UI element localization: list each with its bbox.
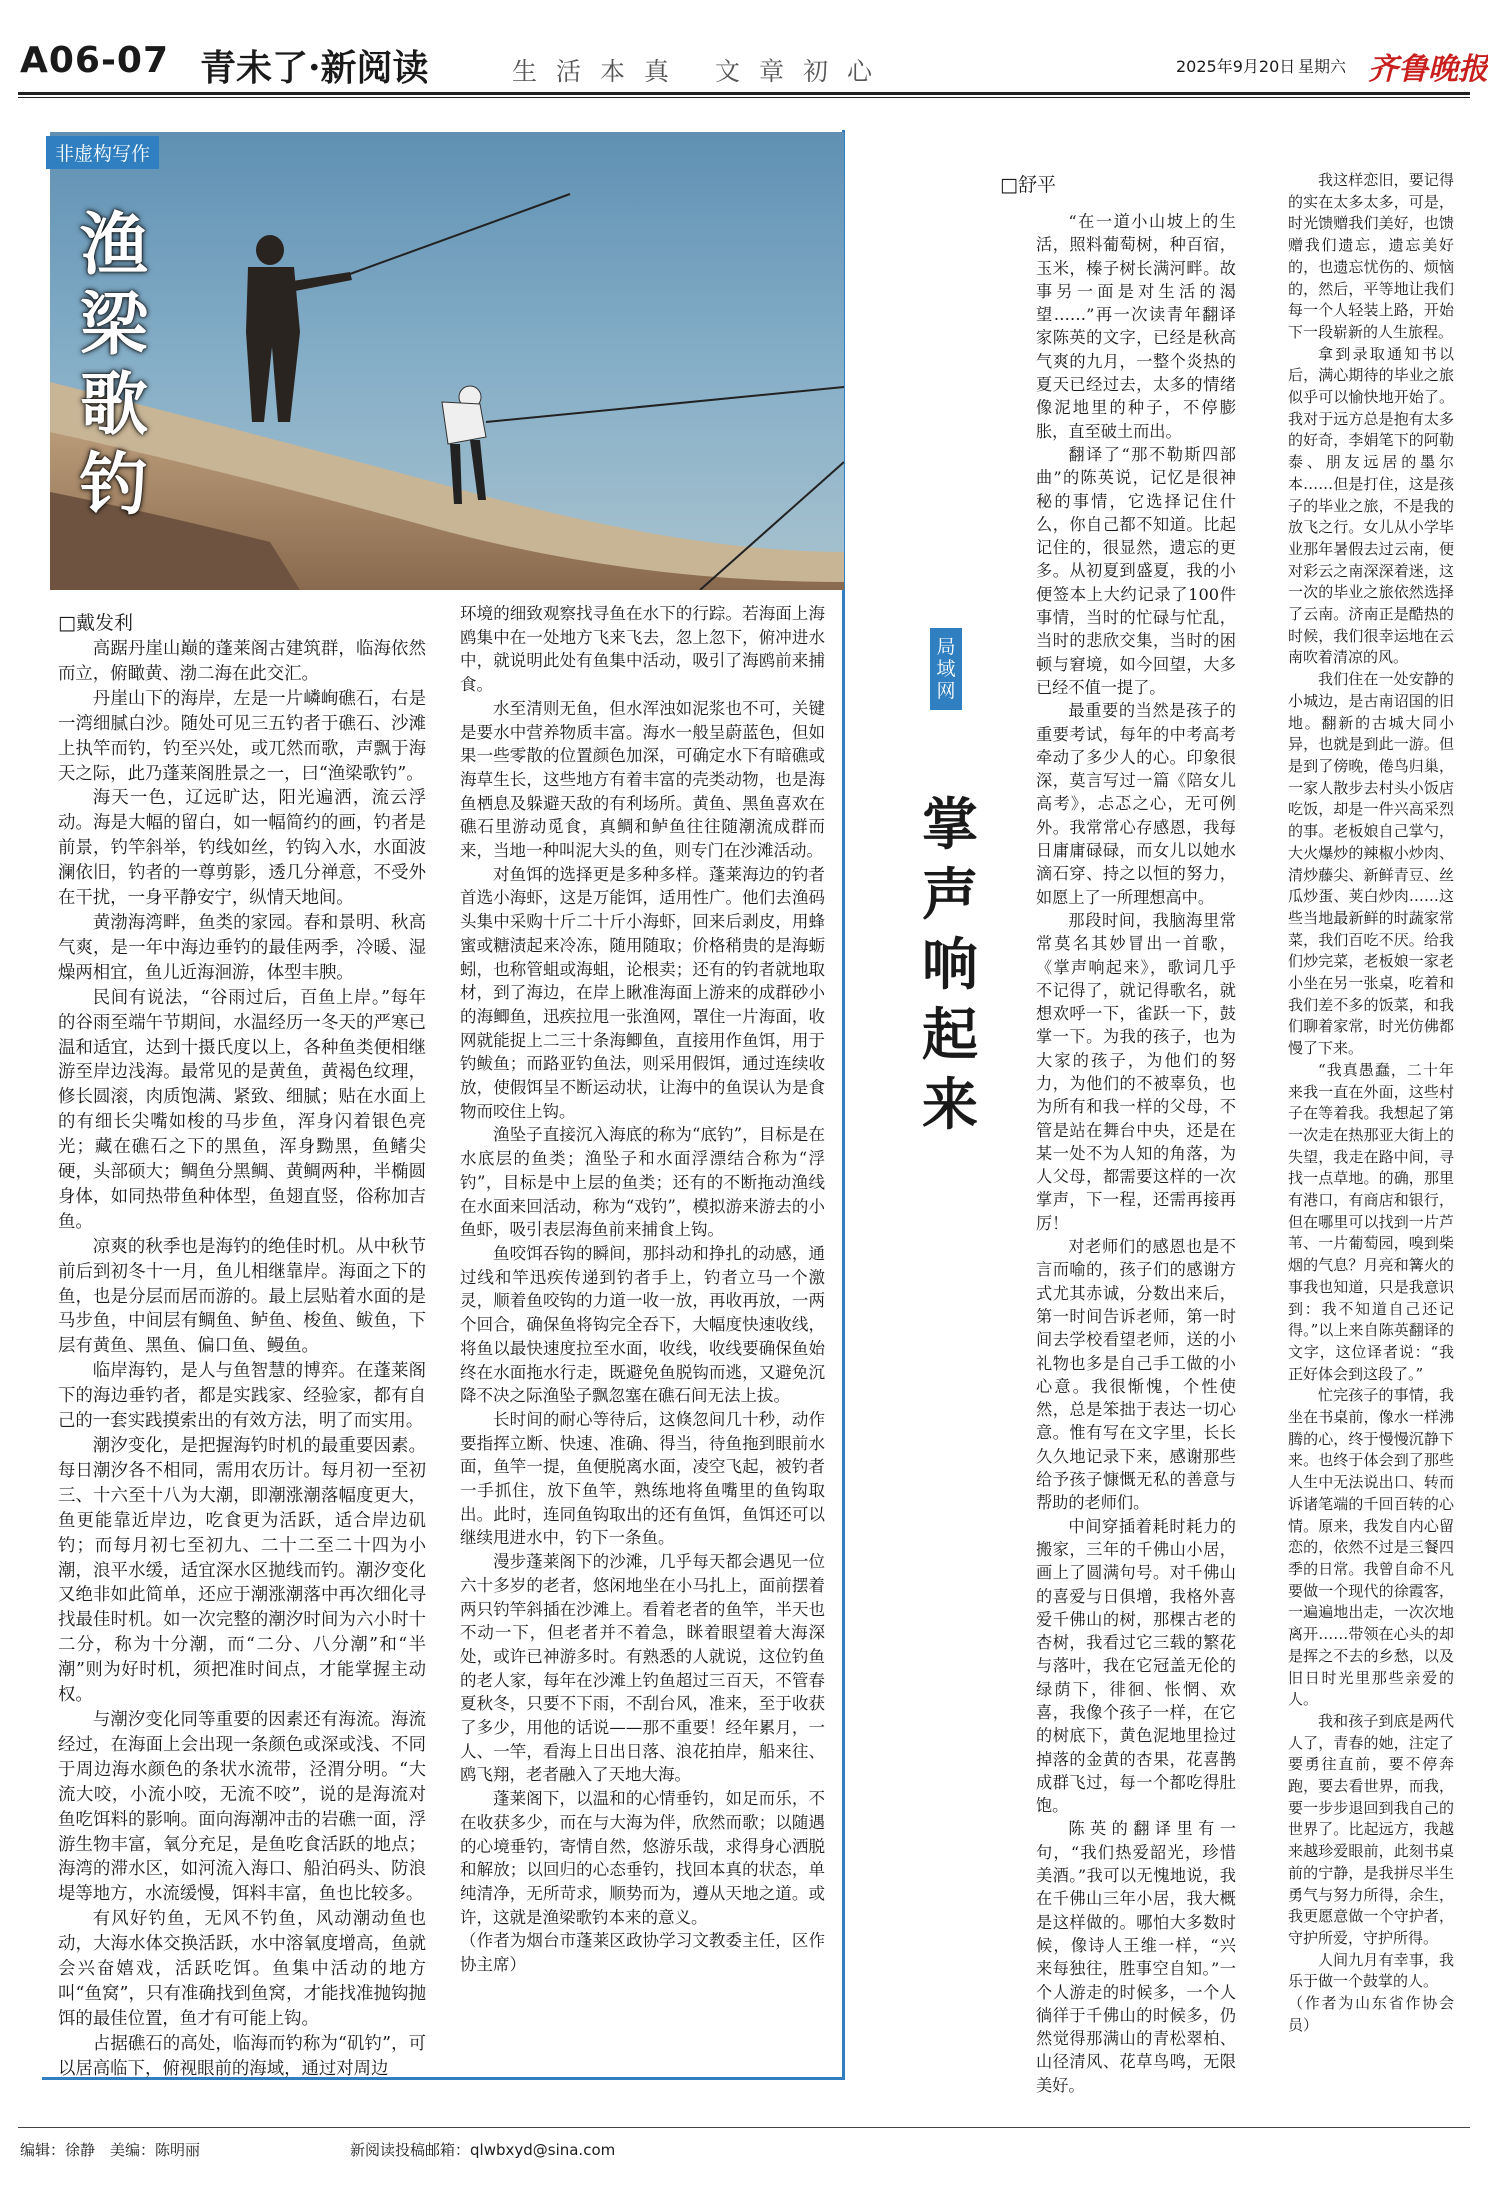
paragraph: 海天一色，辽远旷达，阳光遍洒，流云浮动。海是大幅的留白，如一幅简约的画，钓者是前景，钓竿斜举，钓线如丝，钓钩入水，水面波澜依旧，钓者的一尊剪影，透几分禅意，不受外在干扰，一身平静安宁，纵情天地间。	[58, 788, 426, 909]
article2-column-2	[1288, 170, 1454, 2036]
paragraph: “在一道小山坡上的生活，照料葡萄树，种百宿，玉米，榛子树长满河畔。故事另一面是对生活的渴望……”再一次读青年翻译家陈英的文字，已经是秋高气爽的九月，一整个炎热的夏天已经过去，太多的情绪像泥地里的种子，不停膨胀，直至破土而出。	[1036, 212, 1236, 441]
paragraph: 渔坠子直接沉入海底的称为“底钓”，目标是在水底层的鱼类；渔坠子和水面浮漂结合称为“浮钓”，目标是中上层的鱼类；还有的不断拖动渔线在水面来回活动，称为“戏钓”，模拟游来游去的小鱼虾，吸引表层海鱼前来捕食上钩。	[460, 1125, 825, 1240]
article1-photo	[50, 132, 844, 590]
author-spacer	[58, 612, 426, 637]
paragraph: 水至清则无鱼，但水浑浊如泥浆也不可，关键是要水中营养物质丰富。海水一般呈蔚蓝色，但如果一些零散的位置颜色加深，可确定水下有暗礁或海草生长，这些地方有着丰富的壳类动物，也是海鱼栖息及躲避天敌的有利场所。黄鱼、黑鱼喜欢在礁石里游动觅食，真鲷和鲈鱼往往随潮流成群而来，当地一种叫泥大头的鱼，则专门在沙滩活动。	[460, 698, 825, 861]
article1-column-1	[58, 612, 426, 2082]
paragraph: 最重要的当然是孩子的重要考试，每年的中考高考牵动了多少人的心。印象很深，莫言写过一篇《陪女儿高考》，忐忑之心，无可例外。我常常心存感恩，我每日庸庸碌碌，而女儿以她水滴石穿、持之以恒的努力，如愿上了一所理想高中。	[1036, 701, 1236, 907]
page-number: A06-07	[20, 40, 169, 81]
paragraph: 临岸海钓，是人与鱼智慧的博弈。在蓬莱阁下的海边垂钓者，都是实践家、经验家，都有自己的一套实践摸索出的有效方法，明了而实用。	[58, 1361, 426, 1432]
issue-weekday: 星期六	[1298, 57, 1347, 76]
paragraph: 中间穿插着耗时耗力的搬家，三年的千佛山小居，画上了圆满句号。对千佛山的喜爱与日俱增，我格外喜爱千佛山的树，那棵古老的杏树，我看过它三载的繁花与落叶，我在它冠盖无伦的绿荫下，徘徊、怅惘、欢喜，我像个孩子一样，在它的树底下，黄色泥地里捡过掉落的金黄的杏果，花喜鹊成群飞过，每一个都吃得肚饱。	[1036, 1516, 1236, 1816]
editor-credits: 编辑：徐静 美编：陈明丽	[20, 2141, 201, 2159]
column-tag: 非虚构写作	[46, 136, 159, 169]
paragraph: 凉爽的秋季也是海钓的绝佳时机。从中秋节前后到初冬十一月，鱼儿相继靠岸。海面之下的鱼，也是分层而居而游的。最上层贴着水面的是马步鱼，中间层有鲷鱼、鲈鱼、梭鱼、鲅鱼，下层有黄鱼、黑鱼、偏口鱼、鳗鱼。	[58, 1236, 426, 1357]
paragraph: 我们住在一处安静的小城边，是古南诏国的旧地。翻新的古城大同小异，也就是到此一游。但是到了傍晚，倦鸟归巢，一家人散步去村头小饭店吃饭，却是一件兴高采烈的事。老板娘自己掌勺，大火爆炒的辣椒小炒肉、清炒藤尖、新鲜青豆、丝瓜炒蛋、荚白炒肉……这些当地最新鲜的时蔬家常菜，我们百吃不厌。给我们炒完菜，老板娘一家老小坐在另一张桌，吃着和我们差不多的饭菜，和我们聊着家常，时光仿佛都慢了下来。	[1288, 670, 1454, 1058]
paragraph: 鱼咬饵吞钩的瞬间，那抖动和挣扎的动感，通过线和竿迅疾传递到钓者手上，钓者立马一个激灵，顺着鱼咬钩的力道一收一放，再收再放，一两个回合，确保鱼将钩完全吞下，大幅度快速收线，将鱼以最快速度拉至水面，收线，收线要确保鱼始终在水面拖水行走，既避免鱼脱钩而逃，又避免沉降不决之际渔坠子飘忽塞在礁石间无法上拔。	[460, 1243, 825, 1406]
paragraph: 漫步蓬莱阁下的沙滩，几乎每天都会遇见一位六十多岁的老者，悠闲地坐在小马扎上，面前摆着两只钓竿斜插在沙滩上。看着老者的鱼竿，半天也不动一下，但老者并不着急，眯着眼望着大海深处，或许已神游多时。有熟悉的人就说，这位钓鱼的老人家，每年在沙滩上钓鱼超过三百天，不管春夏秋冬，只要不下雨，不刮台风，准来，至于收获了多少，用他的话说——那不重要！经年累月，一人、一竿，看海上日出日落、浪花拍岸，船来往、鸥飞翔，老者融入了天地大海。	[460, 1552, 825, 1785]
footer-rule	[18, 2127, 1470, 2128]
paragraph: 潮汐变化，是把握海钓时机的最重要因素。每日潮汐各不相同，需用农历计。每月初一至初三、十六至十八为大潮，即潮涨潮落幅度更大，鱼更能靠近岸边，吃食更为活跃，适合岸边矶钓；而每月初七至初九、二十二至二十四为小潮，浪平水缓，适宜深水区拋线而钓。潮汐变化又绝非如此简单，还应于潮涨潮落中再次细化寻找最佳时机。如一次完整的潮汐时间为六小时十二分，称为十分潮，而“二分、八分潮”和“半潮”则为好时机，须把准时间点，才能掌握主动权。	[58, 1436, 426, 1706]
paragraph: 对鱼饵的选择更是多种多样。蓬莱海边的钓者首选小海虾，这是万能饵，适用性广。他们去渔码头集中采购十斤二十斤小海虾，回来后剥皮，用蜂蜜或糖渍起来冷冻，随用随取；价格稍贵的是海蛎蚓，也称管蛆或海蛆，论根卖；还有的钓者就地取材，到了海边，在岸上瞅准海面上游来的成群砂小的海鲫鱼，迅疾拉甩一张渔网，罩住一片海面，收网就能捉上二三十条海鲫鱼，直接用作鱼饵，用于钓鲅鱼；而路亚钓鱼法，则采用假饵，通过连续收放，使假饵呈不断运动状，让海中的鱼误认为是食物而咬住上钩。	[460, 864, 825, 1121]
section-title: 青未了·新阅读	[200, 47, 429, 89]
paragraph: 长时间的耐心等待后，这倏忽间几十秒，动作要指挥立断、快速、准确、得当，待鱼拖到眼前水面，鱼竿一提，鱼便脱离水面，凌空飞起，被钓者一手抓住，放下鱼竿，熟练地将鱼嘴里的鱼钩取出。此时，连同鱼钩取出的还有鱼饵，鱼饵还可以继续甩进水中，钓下一条鱼。	[460, 1409, 825, 1548]
fishing-scene-image	[50, 132, 844, 590]
paragraph: 黄渤海湾畔，鱼类的家园。春和景明、秋高气爽，是一年中海边垂钓的最佳两季，冷暖、湿燥两相宜，鱼儿近海洄游，体型丰腴。	[58, 912, 426, 983]
article1-column-2	[460, 602, 825, 1977]
paragraph: 人间九月有幸事，我乐于做一个鼓掌的人。	[1288, 1950, 1454, 1991]
submission-email: 新阅读投稿邮箱：qlwbxyd@sina.com	[350, 2141, 616, 2159]
article2-title: 掌声响起来	[922, 792, 978, 1138]
masthead-rule-thin	[18, 97, 1470, 98]
paragraph: 蓬莱阁下，以温和的心情垂钓，如足而乐，不在收获多少，而在与大海为伴，欣然而歌；以随遇的心境垂钓，寄情自然，悠游乐哉，求得身心洒脱和解放；以回归的心态垂钓，找回本真的状态，单纯清净，无所苛求，顺势而为，遵从天地之道。或许，这就是渔梁歌钓本来的意义。	[460, 1789, 825, 1927]
article1-author: □戴发利	[58, 612, 133, 634]
paragraph: 与潮汐变化同等重要的因素还有海流。海流经过，在海面上会出现一条颜色或深或浅、不同于周边海水颜色的条状水流带，泾渭分明。“大流大咬，小流小咬，无流不咬”，说的是海流对鱼吃饵料的影响。面向海潮冲击的岩礁一面，浮游生物丰富，氧分充足，是鱼吃食活跃的地点；海湾的滞水区，如河流入海口、船泊码头、防浪堤等地方，水流缓慢，饵料丰富，鱼也比较多。	[58, 1709, 426, 1905]
section-slogan: 生活本真 文章初心	[512, 57, 891, 86]
column-tag: 局域网	[930, 628, 962, 710]
paragraph: 拿到录取通知书以后，满心期待的毕业之旅似乎可以愉快地开始了。我对于远方总是抱有太多的好奇，李娟笔下的阿勒泰、朋友远居的墨尔本……但是打住，这是孩子的毕业之旅，不是我的放飞之行。女儿从小学毕业那年暑假去过云南，便对彩云之南深深着迷，这一次的毕业之旅依然选择了云南。济南正是酷热的时候，我们很幸运地在云南吹着清凉的风。	[1288, 344, 1454, 667]
paragraph: 高踞丹崖山巅的蓬莱阁古建筑群，临海依然而立，俯瞰黄、渤二海在此交汇。	[58, 639, 426, 684]
paragraph: 那段时间，我脑海里常常莫名其妙冒出一首歌，《掌声响起来》，歌词几乎不记得了，就记得歌名，就想欢呼一下，雀跃一下，鼓掌一下。为我的孩子，也为大家的孩子，为他们的努力，为他们的不被辜负，也为所有和我一样的父母，不管是站在舞台中央，还是在某一处不为人知的角落，为人父母，都需要这样的一次掌声，下一程，还需再接再厉！	[1036, 910, 1236, 1233]
paragraph: 我这样恋旧，要记得的实在太多太多，可是，时光馈赠我们美好，也馈赠我们遗忘，遗忘美好的，也遗忘忧伤的、烦恼的，然后，平等地让我们每一个人轻装上路，开始下一段崭新的人生旅程。	[1288, 171, 1454, 341]
author-note: （作者为山东省作协会员）	[1288, 1994, 1454, 2034]
paragraph: 民间有说法，“谷雨过后，百鱼上岸。”每年的谷雨至端午节期间，水温经历一冬天的严寒已温和适宜，达到十摄氏度以上，各种鱼类便相继游至岸边浅海。最常见的是黄鱼，黄褐色纹理，修长圆滚，肉质饱满、紧致、细腻；贴在水面上的有细长尖嘴如梭的马步鱼，浑身闪着银色亮光；藏在礁石之下的黑鱼，浑身黝黑，鱼鳍尖硬，头部硕大；鲷鱼分黑鲷、黄鲷两种，半椭圆身体，如同热带鱼种体型，鱼翅直竖，俗称加吉鱼。	[58, 987, 426, 1232]
masthead-rule	[18, 92, 1470, 95]
article2-column-1	[1036, 210, 1236, 2097]
paragraph: 我和孩子到底是两代人了，青春的她，注定了要勇往直前，要不停奔跑，要去看世界，而我，要一步步退回到我自己的世界了。比起远方，我越来越珍爱眼前，此刻书桌前的宁静，是我拼尽半生勇气与努力所得，余生，我更愿意做一个守护者，守护所爱，守护所得。	[1288, 1711, 1454, 1947]
paragraph: 占据礁石的高处，临海而钓称为“矶钓”，可以居高临下，俯视眼前的海域，通过对周边	[58, 2033, 426, 2079]
paragraph: 丹崖山下的海岸，左是一片嶙峋礁石，右是一湾细腻白沙。随处可见三五钓者于礁石、沙滩上执竿而钓，钓至兴处，或兀然而歌，声飘于海天之际，此乃蓬莱阁胜景之一，曰“渔梁歌钓”。	[58, 688, 426, 784]
paragraph: 对老师们的感恩也是不言而喻的，孩子们的感谢方式尤其赤诚，分数出来后，第一时间告诉老师，第一时间去学校看望老师，送的小礼物也多是自己手工做的小心意。我很惭愧，个性使然，总是笨拙于表达一切心意。惟有写在文字里，长长久久地记录下来，感谢那些给予孩子慷慨无私的善意与帮助的老师们。	[1036, 1237, 1236, 1513]
paragraph: 陈英的翻译里有一句，“我们热爱韶光，珍惜美酒。”我可以无愧地说，我在千佛山三年小居，我大概是这样做的。哪怕大多数时候，像诗人王维一样，“兴来每独往，胜事空自知。”一个人游走的时候多，一个人徜徉于千佛山的时候多，仍然觉得那满山的青松翠柏、山径清风、花草鸟鸣，无限美好。	[1036, 1819, 1236, 2095]
paragraph: 忙完孩子的事情，我坐在书桌前，像水一样沸腾的心，终于慢慢沉静下来。也终于体会到了那些人生中无法说出口、转而诉诸笔端的千回百转的心情。原来，我发自内心留恋的，依然不过是三餐四季的日常。我曾自命不凡要做一个现代的徐霞客，一遍遍地出走，一次次地离开……带领在心头的却是挥之不去的乡愁，以及旧日时光里那些亲爱的人。	[1288, 1386, 1454, 1709]
paragraph: 翻译了“那不勒斯四部曲”的陈英说，记忆是很神秘的事情，它选择记住什么，你自己都不知道。比起记住的，很显然，遗忘的更多。从初夏到盛夏，我的小便签本上大约记录了100件事情，当时的忙碌与忙乱，当时的悲欣交集，当时的困顿与窘境，如今回望，大多已经不值一提了。	[1036, 444, 1236, 697]
paragraph: “我真愚蠢，二十年来我一直在外面，这些村子在等着我。我想起了第一次走在热那亚大街上的失望，我走在路中间，寻找一点草地。的确，那里有港口，有商店和银行，但在哪里可以找到一片芦苇、一片葡萄园，嗅到柴烟的气息？月亮和篝火的事我也知道，只是我意识到：我不知道自己还记得。”以上来自陈英翻译的文字，这位译者说：“我正好体会到这段了。”	[1288, 1060, 1454, 1383]
article1-title: 渔梁歌钓	[80, 205, 149, 525]
issue-date: 2025年9月20日	[1176, 57, 1296, 76]
paragraph-continued: 环境的细致观察找寻鱼在水下的行踪。若海面上海鸥集中在一处地方飞来飞去，忽上忽下，俯冲进水中，就说明此处有鱼集中活动，吸引了海鸥前来捕食。	[460, 604, 825, 695]
author-note: （作者为烟台市蓬莱区政协学习文教委主任，区作协主席）	[460, 1931, 825, 1975]
newspaper-logo: 齐鲁晚报	[1368, 52, 1488, 87]
article2-author: □舒平	[1000, 174, 1056, 196]
paragraph: 有风好钓鱼，无风不钓鱼，风动潮动鱼也动，大海水体交换活跃，水中溶氧度增高，鱼就会兴奋嬉戏，活跃吃饵。鱼集中活动的地方叫“鱼窝”，只有准确找到鱼窝，才能找准抛钩抛饵的最佳位置，鱼才有可能上钩。	[58, 1909, 426, 2029]
